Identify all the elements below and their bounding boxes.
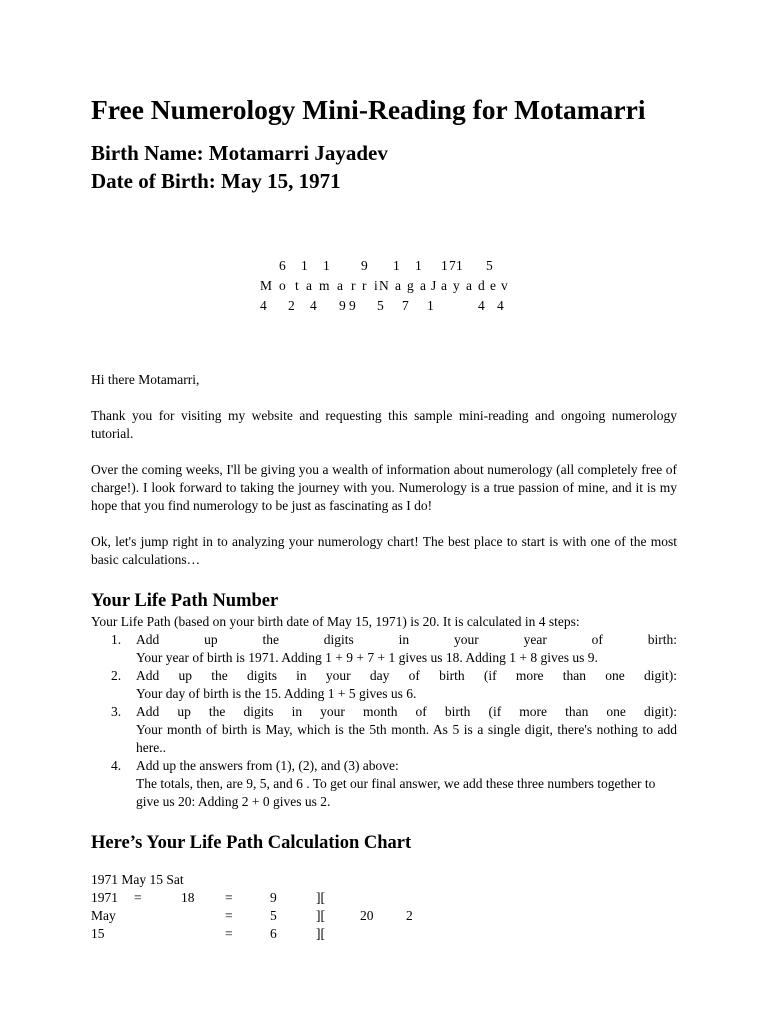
step-detail: The totals, then, are 9, 5, and 6 . To get our final answer, we add these three numbers together to give us 20: Adding 2 + 0 gives us 2. (136, 776, 656, 809)
chart-number: 4 (497, 298, 504, 313)
chart-number: 4 (478, 298, 485, 313)
step-text: Add up the digits in your year of birth: (136, 632, 677, 647)
step-detail: Your year of birth is 1971. Adding 1 + 9 + 7 + 1 gives us 18. Adding 1 + 8 gives us 9. (136, 650, 598, 665)
step-number: 4. (111, 758, 122, 773)
calc-equals: = (225, 908, 233, 923)
calc-equals: = (225, 926, 233, 941)
page-title: Free Numerology Mini-Reading for Motamarri (91, 94, 646, 125)
calc-bracket: ][ (316, 908, 325, 923)
step-number: 2. (111, 668, 122, 683)
chart-letter: o (279, 278, 286, 293)
chart-number: 1 (441, 258, 448, 273)
chart-letter: a (420, 278, 426, 293)
chart-letter: a (395, 278, 401, 293)
calculation-table (91, 889, 677, 943)
birth-name-heading: Birth Name: Motamarri Jayadev (91, 141, 388, 165)
chart-letter: N (379, 278, 389, 293)
step-item (91, 667, 677, 703)
chart-intro-paragraph: Ok, let's jump right in to analyzing your numerology chart! The best place to start is with one of the most basic calculations… (91, 534, 677, 567)
calc-equals: = (225, 890, 233, 905)
calc-final: 2 (406, 908, 413, 923)
chart-number: 1 (301, 258, 308, 273)
chart-number: 6 (279, 258, 286, 273)
chart-letter: g (407, 278, 414, 293)
step-detail: Your day of birth is the 15. Adding 1 + 5 gives us 6. (136, 686, 417, 701)
step-text: Add up the digits in your day of birth (if more than one digit): (136, 668, 677, 683)
date-of-birth-heading: Date of Birth: May 15, 1971 (91, 169, 341, 193)
vowel-numbers-row (91, 256, 677, 276)
step-item (91, 757, 677, 811)
chart-number: 1 (427, 298, 434, 313)
chart-number: 4 (310, 298, 317, 313)
step-number: 1. (111, 632, 122, 647)
step-number: 3. (111, 704, 122, 719)
step-item (91, 631, 677, 667)
chart-number: 9 (349, 298, 356, 313)
chart-date-line: 1971 May 15 Sat (91, 872, 184, 887)
life-path-steps (91, 631, 677, 811)
step-item (91, 703, 677, 757)
life-path-intro: Your Life Path (based on your birth date of May 15, 1971) is 20. It is calculated in 4 steps: (91, 614, 580, 629)
chart-letter: r (362, 278, 367, 293)
chart-letter: a (337, 278, 343, 293)
chart-number: 5 (486, 258, 493, 273)
calc-label: 1971 (91, 890, 118, 905)
intro-paragraph: Thank you for visiting my website and requesting this sample mini-reading and ongoing numerology tutorial. (91, 408, 677, 441)
chart-letter: r (351, 278, 356, 293)
step-text: Add up the digits in your month of birth (if more than one digit): (136, 704, 677, 719)
chart-letter: d (478, 278, 485, 293)
consonant-numbers-row (91, 296, 677, 316)
chart-letter: i (374, 278, 378, 293)
calc-sum: 18 (181, 890, 195, 905)
chart-number: 7 (449, 258, 456, 273)
calc-bracket: ][ (316, 926, 325, 941)
chart-number: 1 (323, 258, 330, 273)
chart-number: 7 (402, 298, 409, 313)
calc-bracket: ][ (316, 890, 325, 905)
chart-letter: J (431, 278, 437, 293)
calc-equals: = (134, 890, 142, 905)
chart-number: 4 (260, 298, 267, 313)
document-page (91, 92, 677, 943)
step-text: Add up the answers from (1), (2), and (3) above: (136, 758, 399, 773)
chart-letter: a (441, 278, 447, 293)
calc-value: 9 (270, 890, 277, 905)
chart-number: 1 (415, 258, 422, 273)
name-number-chart (91, 256, 677, 316)
chart-letter: e (490, 278, 496, 293)
chart-number: 1 (393, 258, 400, 273)
chart-letter: a (306, 278, 312, 293)
journey-paragraph: Over the coming weeks, I'll be giving you a wealth of information about numerology (all completely free of charge!). I look forward to taking the journey with you. Numerology is a true passion of mine, and it is my hope that you find numerology to be just as fascinating as I do! (91, 462, 677, 513)
calc-total: 20 (360, 908, 374, 923)
chart-letter: a (466, 278, 472, 293)
life-path-heading: Your Life Path Number (91, 591, 279, 611)
chart-number: 2 (288, 298, 295, 313)
chart-letter: t (295, 278, 299, 293)
chart-letter: v (501, 278, 508, 293)
calc-label: May (91, 908, 116, 923)
chart-letter: M (260, 278, 273, 293)
chart-number: 5 (377, 298, 384, 313)
greeting: Hi there Motamarri, (91, 372, 200, 387)
letters-row (91, 276, 677, 296)
calculation-chart-heading: Here’s Your Life Path Calculation Chart (91, 833, 412, 853)
chart-letter: y (453, 278, 460, 293)
chart-number: 9 (339, 298, 346, 313)
chart-number: 1 (456, 258, 463, 273)
calc-value: 6 (270, 926, 277, 941)
calc-value: 5 (270, 908, 277, 923)
chart-letter: m (319, 278, 330, 293)
chart-number: 9 (361, 258, 368, 273)
step-detail: Your month of birth is May, which is the 5th month. As 5 is a single digit, there's nothing to add here.. (136, 722, 677, 755)
calc-label: 15 (91, 926, 105, 941)
